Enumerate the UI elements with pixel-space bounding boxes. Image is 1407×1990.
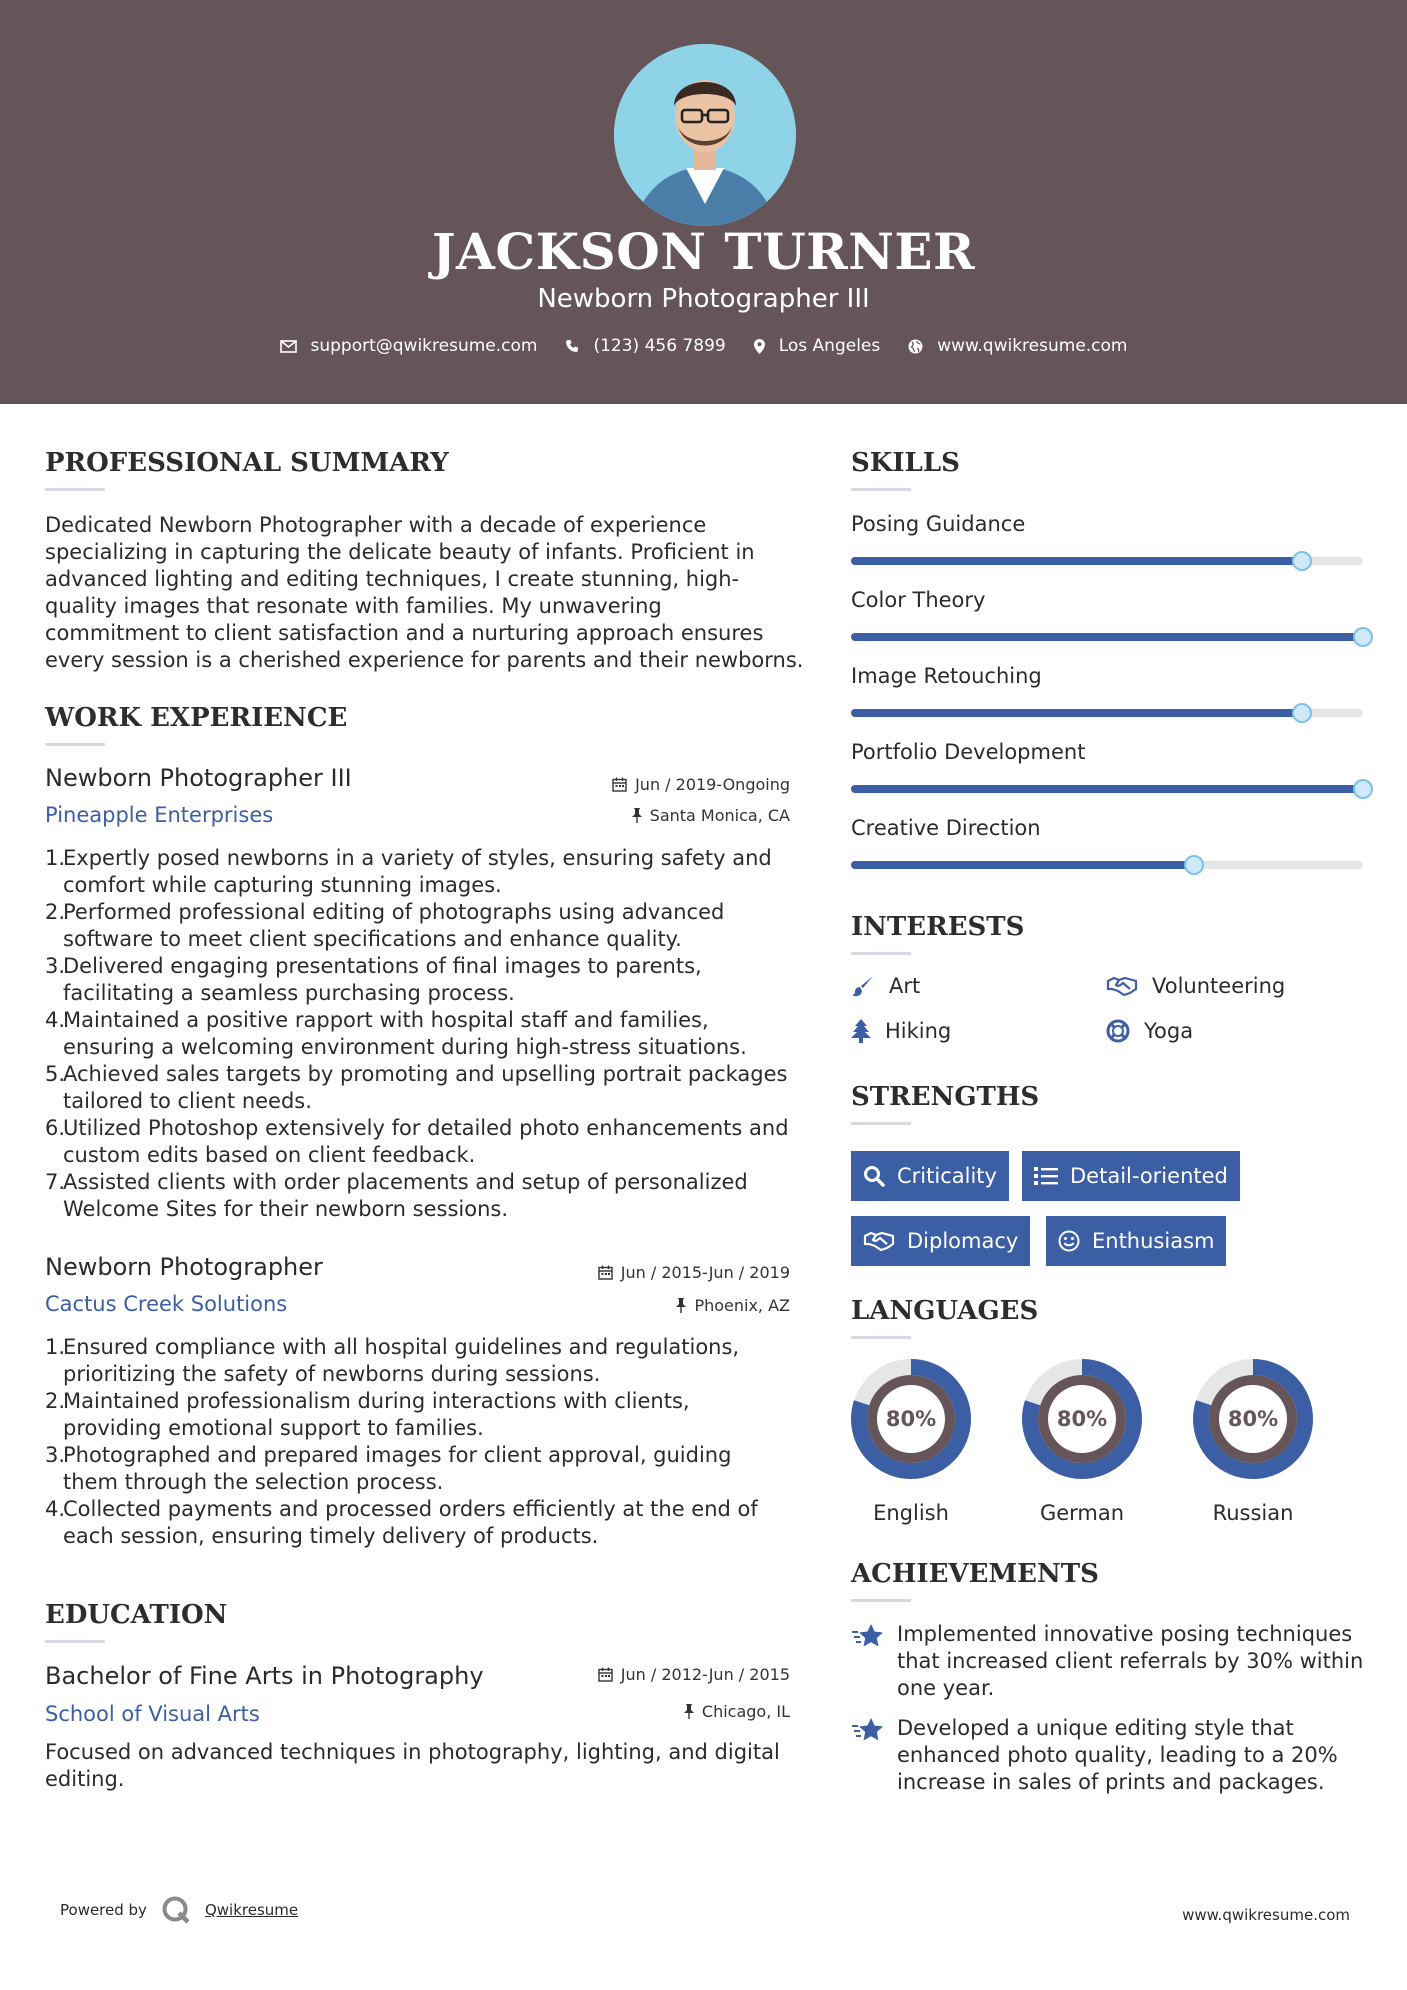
languages-rule — [851, 1336, 911, 1339]
star-icon — [851, 1623, 885, 1649]
job-bullets — [45, 1334, 825, 1550]
skill-level-knob — [1184, 855, 1204, 875]
contact-phone[interactable] — [565, 336, 725, 356]
job-title: Newborn Photographer III — [45, 764, 352, 792]
smile-icon — [1058, 1230, 1080, 1252]
contact-email[interactable] — [280, 336, 538, 356]
list-item: 2. Maintained professionalism during interactions with clients, providing emotional support to families. — [45, 1389, 690, 1440]
list-item: 4. Collected payments and processed orders efficiently at the end of each session, ensuring timely delivery of products. — [45, 1497, 758, 1548]
language-name: German — [1039, 1501, 1125, 1525]
email-text: support@qwikresume.com — [310, 336, 538, 356]
strengths-rule — [851, 1122, 911, 1125]
contact-website[interactable] — [908, 336, 1127, 356]
language-percent: 80% — [1056, 1407, 1108, 1431]
powered-by-text: Powered by — [60, 1901, 147, 1919]
candidate-title: Newborn Photographer III — [537, 284, 870, 314]
strength-diplomacy: Diplomacy — [851, 1216, 1030, 1266]
map-pin-icon — [754, 339, 765, 354]
skill-level-knob — [1353, 779, 1373, 799]
education-rule — [45, 1640, 105, 1643]
calendar-icon — [612, 777, 627, 792]
skills-heading: SKILLS — [851, 448, 960, 478]
list-item: 1. Expertly posed newborns in a variety of styles, ensuring safety and comfort while capturing stunning images. — [45, 846, 772, 897]
brand-link[interactable]: Qwikresume — [204, 1901, 299, 1919]
achievements-rule — [851, 1599, 911, 1602]
interests-heading: INTERESTS — [851, 912, 1025, 942]
pushpin-icon — [676, 1298, 686, 1313]
job-title: Newborn Photographer — [45, 1253, 323, 1281]
skills-rule — [851, 488, 911, 491]
achievement-item: Implemented innovative posing techniques that increased client referrals by 30% within one year. — [851, 1621, 1371, 1702]
pushpin-icon — [632, 808, 642, 823]
footer-powered — [60, 1895, 298, 1925]
list-item: 1. Ensured compliance with all hospital guidelines and regulations, prioritizing the safety of newborns during sessions. — [45, 1335, 740, 1386]
paintbrush-icon — [851, 974, 875, 998]
school-name: School of Visual Arts — [45, 1702, 260, 1726]
summary-text: Dedicated Newborn Photographer with a decade of experience specializing in capturing the delicate beauty of infants. Proficient in advanced lighting and editing techniques, I create stunning, high- quality images that resonate with families. My unwavering commitment to client satisfaction and a nurturing approach ensures every session is a cherished experience for parents and their newborns. — [45, 513, 804, 672]
footer-website-link[interactable]: www.qwikresume.com — [1182, 1906, 1350, 1924]
envelope-icon — [280, 340, 297, 353]
list-item: 3. Delivered engaging presentations of final images to parents, facilitating a seamless purchasing process. — [45, 954, 702, 1005]
lifering-icon — [1106, 1019, 1130, 1043]
skill-label: Posing Guidance — [851, 512, 1026, 536]
experience-heading: WORK EXPERIENCE — [45, 703, 348, 733]
star-icon — [851, 1717, 885, 1743]
search-icon — [863, 1165, 885, 1187]
language-item — [1020, 1357, 1144, 1525]
skill-label: Image Retouching — [851, 664, 1042, 688]
skill-label: Color Theory — [851, 588, 986, 612]
skill-bar-fill — [851, 709, 1302, 717]
pushpin-icon — [684, 1704, 694, 1719]
job-date: Jun / 2015-Jun / 2019 — [598, 1263, 790, 1282]
skill-bar — [851, 709, 1363, 717]
resume-header — [0, 0, 1407, 404]
skill-bar-fill — [851, 785, 1363, 793]
skill-bar-fill — [851, 557, 1302, 565]
calendar-icon — [598, 1667, 613, 1682]
skill-bar — [851, 861, 1363, 869]
contact-bar — [0, 336, 1407, 356]
handshake-icon — [863, 1230, 895, 1252]
interest-art: Art — [851, 974, 920, 998]
interests-rule — [851, 952, 911, 955]
skill-bar — [851, 633, 1363, 641]
language-name: Russian — [1212, 1501, 1294, 1525]
location-text: Los Angeles — [778, 336, 881, 356]
languages-heading: LANGUAGES — [851, 1296, 1039, 1326]
strength-criticality: Criticality — [851, 1151, 1009, 1201]
skill-bar-fill — [851, 861, 1194, 869]
language-item — [849, 1357, 973, 1525]
job-date: Jun / 2019-Ongoing — [612, 775, 790, 794]
phone-icon — [565, 339, 579, 353]
strength-detail-oriented: Detail-oriented — [1022, 1151, 1240, 1201]
education-location: Chicago, IL — [684, 1702, 790, 1721]
skill-label: Creative Direction — [851, 816, 1041, 840]
interest-hiking: Hiking — [851, 1019, 951, 1043]
skill-label: Portfolio Development — [851, 740, 1086, 764]
language-percent: 80% — [1227, 1407, 1279, 1431]
summary-rule — [45, 488, 105, 491]
calendar-icon — [598, 1265, 613, 1280]
website-text: www.qwikresume.com — [937, 336, 1128, 356]
achievements-heading: ACHIEVEMENTS — [851, 1559, 1099, 1589]
strengths-heading: STRENGTHS — [851, 1082, 1040, 1112]
language-name: English — [873, 1501, 949, 1525]
strength-enthusiasm: Enthusiasm — [1046, 1216, 1226, 1266]
contact-location — [754, 336, 881, 356]
list-item: 7. Assisted clients with order placements and setup of personalized Welcome Sites for their newborn sessions. — [45, 1170, 748, 1221]
summary-heading: PROFESSIONAL SUMMARY — [45, 448, 449, 478]
skill-level-knob — [1292, 551, 1312, 571]
handshake-icon — [1106, 975, 1138, 997]
list-item: 5. Achieved sales targets by promoting and upselling portrait packages tailored to client needs. — [45, 1062, 788, 1113]
skill-level-knob — [1292, 703, 1312, 723]
qwikresume-logo-icon — [161, 1895, 191, 1925]
globe-icon — [908, 339, 923, 354]
company-name: Pineapple Enterprises — [45, 803, 274, 827]
list-item: 3. Photographed and prepared images for client approval, guiding them through the selection process. — [45, 1443, 732, 1494]
skill-bar — [851, 557, 1363, 565]
education-heading: EDUCATION — [45, 1600, 228, 1630]
achievement-item: Developed a unique editing style that enhanced photo quality, leading to a 20% increase in sales of prints and packages. — [851, 1715, 1371, 1796]
skill-bar — [851, 785, 1363, 793]
list-item: 4. Maintained a positive rapport with hospital staff and families, ensuring a welcoming environment during high-stress situations. — [45, 1008, 747, 1059]
list-item: 2. Performed professional editing of photographs using advanced software to meet client specifications and enhance quality. — [45, 900, 725, 951]
job-bullets — [45, 845, 825, 1223]
degree-title: Bachelor of Fine Arts in Photography — [45, 1662, 484, 1690]
job-location: Phoenix, AZ — [676, 1296, 790, 1315]
phone-text: (123) 456 7899 — [593, 336, 726, 356]
candidate-name: JACKSON TURNER — [431, 222, 976, 281]
language-item — [1191, 1357, 1315, 1525]
job-location: Santa Monica, CA — [632, 806, 790, 825]
list-icon — [1034, 1166, 1058, 1186]
skill-level-knob — [1353, 627, 1373, 647]
skill-bar-fill — [851, 633, 1363, 641]
language-percent: 80% — [885, 1407, 937, 1431]
interest-volunteering: Volunteering — [1106, 974, 1285, 998]
tree-icon — [851, 1019, 871, 1043]
company-name: Cactus Creek Solutions — [45, 1292, 288, 1316]
interest-yoga: Yoga — [1106, 1019, 1193, 1043]
profile-photo — [614, 44, 796, 226]
list-item: 6. Utilized Photoshop extensively for detailed photo enhancements and custom edits based on client feedback. — [45, 1116, 789, 1167]
experience-rule — [45, 743, 105, 746]
education-description: Focused on advanced techniques in photography, lighting, and digital editing. — [45, 1740, 780, 1791]
education-date: Jun / 2012-Jun / 2015 — [598, 1665, 790, 1684]
